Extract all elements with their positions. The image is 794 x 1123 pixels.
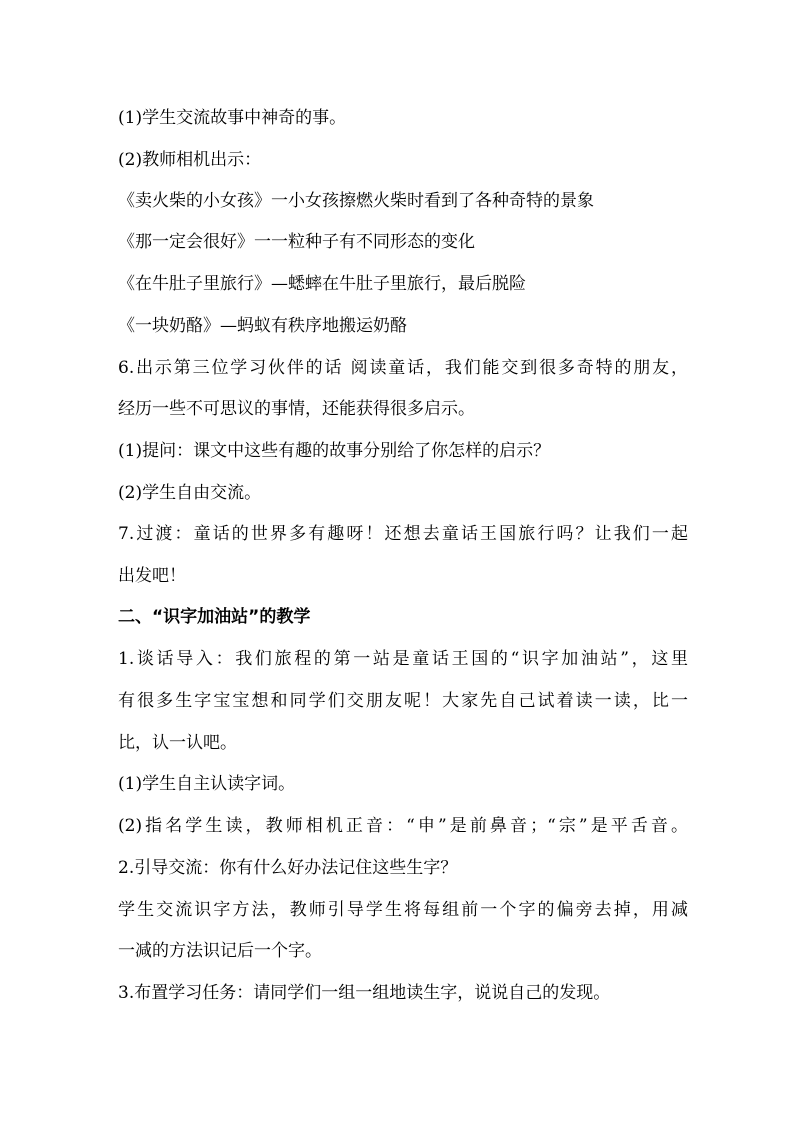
text-line-16: 比，认一认吧。 — [118, 733, 237, 753]
text-line-8: 经历一些不可思议的事情，还能获得很多启示。 — [118, 399, 475, 419]
text-line-14: 1.谈话导入：我们旅程的第一站是童话王国的“识字加油站”，这里 — [118, 649, 688, 669]
text-line-18: (2)指名学生读，教师相机正音：“申”是前鼻音；“宗”是平舌音。 — [118, 816, 688, 836]
text-line-19: 2.引导交流：你有什么好办法记住这些生字？ — [118, 858, 458, 878]
text-line-10: (2)学生自由交流。 — [118, 483, 262, 503]
text-line-17: (1)学生自主认读字词。 — [118, 774, 296, 794]
text-line-7: 6.出示第三位学习伙伴的话 阅读童话，我们能交到很多奇特的朋友， — [118, 358, 688, 378]
text-line-2: (2)教师相机出示： — [118, 150, 262, 170]
section-heading: 二、“识字加油站”的教学 — [118, 607, 311, 627]
text-line-11: 7.过渡：童话的世界多有趣呀！还想去童话王国旅行吗？让我们一起 — [118, 524, 688, 544]
text-line-12: 出发吧！ — [118, 566, 186, 586]
text-line-22: 3.布置学习任务：请同学们一组一组地读生字，说说自己的发现。 — [118, 983, 611, 1003]
text-line-15: 有很多生字宝宝想和同学们交朋友呢！大家先自己试着读一读，比一 — [118, 691, 688, 711]
text-line-21: 一减的方法识记后一个字。 — [118, 941, 322, 961]
text-line-6: 《一块奶酪》—蚂蚁有秩序地搬运奶酪 — [118, 316, 407, 336]
text-line-3: 《卖火柴的小女孩》一小女孩擦燃火柴时看到了各种奇特的景象 — [118, 191, 594, 211]
text-line-4: 《那一定会很好》一一粒种子有不同形态的变化 — [118, 232, 475, 252]
text-line-1: (1)学生交流故事中神奇的事。 — [118, 108, 347, 128]
text-line-20: 学生交流识字方法，教师引导学生将每组前一个字的偏旁去掉，用减 — [118, 900, 688, 920]
text-line-9: (1)提问：课文中这些有趣的故事分别给了你怎样的启示？ — [118, 441, 551, 461]
text-line-5: 《在牛肚子里旅行》—蟋蟀在牛肚子里旅行，最后脱险 — [118, 274, 526, 294]
